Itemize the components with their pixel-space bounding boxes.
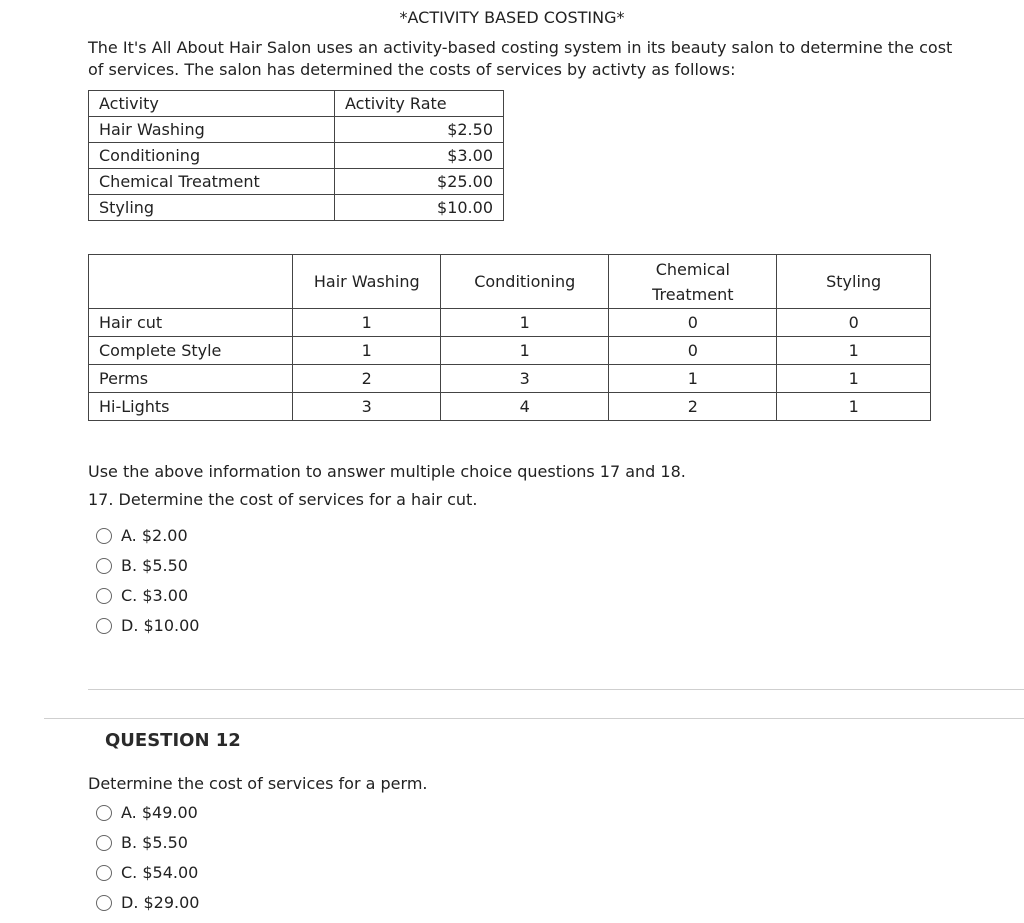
table-header-cell: Conditioning	[441, 255, 609, 309]
table-header-cell: Activity Rate	[335, 91, 504, 117]
table-header-row	[89, 91, 504, 117]
usage-cell: 0	[609, 337, 777, 365]
intro-text-line-2: of services. The salon has determined the costs of services by activty as follows:	[88, 60, 736, 79]
question-17-text: 17. Determine the cost of services for a hair cut.	[88, 490, 478, 509]
option-label: D. $29.00	[121, 893, 200, 912]
option-label: C. $3.00	[121, 586, 189, 605]
table-header-cell	[89, 255, 293, 309]
table-header-cell: Chemical Treatment	[609, 255, 777, 309]
option-label: B. $5.50	[121, 556, 188, 575]
usage-cell: 0	[777, 309, 931, 337]
divider	[88, 689, 1024, 690]
q12-option-b[interactable]	[96, 833, 188, 852]
question-12-title: QUESTION 12	[105, 730, 241, 751]
radio-button[interactable]	[96, 895, 112, 911]
table-row	[89, 337, 931, 365]
option-label: B. $5.50	[121, 833, 188, 852]
activity-rate-cell: $3.00	[335, 143, 504, 169]
q12-option-c[interactable]	[96, 863, 198, 882]
activity-rate-cell: $10.00	[335, 195, 504, 221]
question-12-text: Determine the cost of services for a perm.	[88, 774, 428, 793]
table-header-cell: Hair Washing	[293, 255, 441, 309]
usage-cell: 0	[609, 309, 777, 337]
question-17-lead-text: Use the above information to answer multiple choice questions 17 and 18.	[88, 462, 686, 481]
option-label: D. $10.00	[121, 616, 200, 635]
service-activity-usage-table	[88, 254, 931, 421]
radio-button[interactable]	[96, 805, 112, 821]
table-row	[89, 195, 504, 221]
table-row	[89, 117, 504, 143]
usage-cell: 4	[441, 393, 609, 421]
radio-button[interactable]	[96, 558, 112, 574]
radio-button[interactable]	[96, 618, 112, 634]
intro-text-line-1: The It's All About Hair Salon uses an activity-based costing system in its beauty salon to determine the cost	[88, 38, 953, 57]
radio-button[interactable]	[96, 835, 112, 851]
table-row	[89, 309, 931, 337]
service-name-cell: Complete Style	[89, 337, 293, 365]
usage-cell: 1	[777, 337, 931, 365]
table-header-row	[89, 255, 931, 309]
usage-cell: 2	[293, 365, 441, 393]
q17-option-a[interactable]	[96, 526, 188, 545]
usage-cell: 1	[777, 365, 931, 393]
activity-rates-table	[88, 90, 504, 221]
activity-name-cell: Styling	[89, 195, 335, 221]
service-name-cell: Perms	[89, 365, 293, 393]
usage-cell: 1	[777, 393, 931, 421]
usage-cell: 1	[293, 337, 441, 365]
activity-rate-cell: $2.50	[335, 117, 504, 143]
usage-cell: 2	[609, 393, 777, 421]
service-name-cell: Hi-Lights	[89, 393, 293, 421]
radio-button[interactable]	[96, 528, 112, 544]
q17-option-c[interactable]	[96, 586, 188, 605]
q12-option-d[interactable]	[96, 893, 199, 912]
table-header-cell: Styling	[777, 255, 931, 309]
table-row	[89, 143, 504, 169]
usage-cell: 1	[609, 365, 777, 393]
usage-cell: 3	[293, 393, 441, 421]
usage-cell: 1	[441, 309, 609, 337]
option-label: C. $54.00	[121, 863, 199, 882]
activity-name-cell: Conditioning	[89, 143, 335, 169]
activity-name-cell: Chemical Treatment	[89, 169, 335, 195]
activity-name-cell: Hair Washing	[89, 117, 335, 143]
q17-option-b[interactable]	[96, 556, 188, 575]
page-heading: *ACTIVITY BASED COSTING*	[399, 8, 625, 27]
q17-option-d[interactable]	[96, 616, 199, 635]
usage-cell: 3	[441, 365, 609, 393]
table-row	[89, 365, 931, 393]
usage-cell: 1	[441, 337, 609, 365]
activity-rate-cell: $25.00	[335, 169, 504, 195]
usage-cell: 1	[293, 309, 441, 337]
option-label: A. $49.00	[121, 803, 198, 822]
radio-button[interactable]	[96, 865, 112, 881]
radio-button[interactable]	[96, 588, 112, 604]
table-row	[89, 169, 504, 195]
table-header-cell: Activity	[89, 91, 335, 117]
service-name-cell: Hair cut	[89, 309, 293, 337]
option-label: A. $2.00	[121, 526, 188, 545]
question-divider	[44, 718, 1024, 719]
q12-option-a[interactable]	[96, 803, 198, 822]
table-row	[89, 393, 931, 421]
